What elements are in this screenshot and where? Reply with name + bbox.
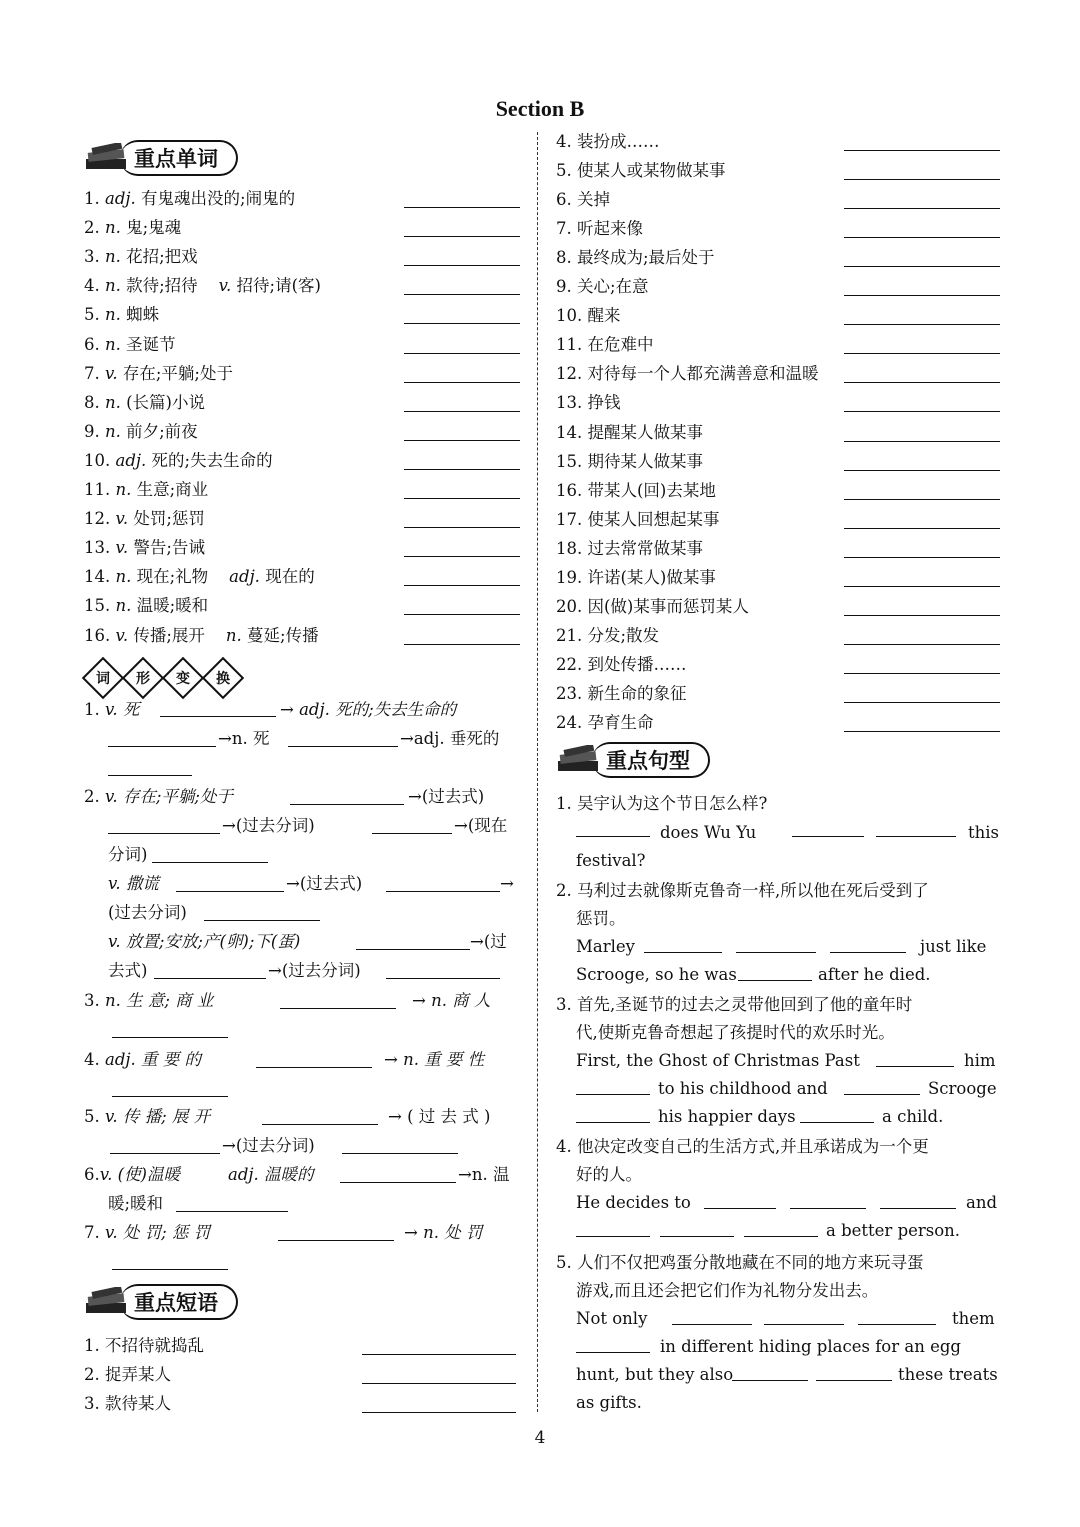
phrase-item: 19. 许诺(某人)做某事 — [556, 567, 716, 587]
answer-blank[interactable] — [844, 353, 1000, 354]
answer-blank[interactable] — [404, 265, 520, 266]
phrase-item: 2. 捉弄某人 — [84, 1365, 171, 1384]
page-number: 4 — [534, 1428, 546, 1448]
book-icon — [84, 143, 130, 173]
vocab-item: 16. v. 传播;展开 n. 蔓延;传播 — [84, 625, 319, 645]
phrase-item: 21. 分发;散发 — [556, 625, 660, 645]
answer-blank[interactable] — [830, 952, 906, 953]
phrase-item: 16. 带某人(回)去某地 — [556, 480, 716, 500]
answer-blank[interactable] — [340, 1182, 456, 1183]
vocab-item: 3. n. 花招;把戏 — [84, 247, 198, 267]
book-icon — [556, 745, 602, 775]
vocab-item: 8. n. (长篇)小说 — [84, 392, 205, 412]
answer-blank[interactable] — [154, 978, 266, 979]
answer-blank[interactable] — [386, 891, 500, 892]
answer-blank[interactable] — [176, 891, 284, 892]
answer-blank[interactable] — [844, 586, 1000, 587]
phrase-item: 24. 孕育生命 — [556, 713, 654, 732]
answer-blank[interactable] — [404, 236, 520, 237]
answer-blank[interactable] — [844, 499, 1000, 500]
vocab-item: 6. n. 圣诞节 — [84, 334, 176, 354]
phrase-item: 1. 不招待就捣乱 — [84, 1336, 204, 1355]
phrase-item: 8. 最终成为;最后处于 — [556, 248, 715, 268]
answer-blank[interactable] — [732, 1380, 808, 1381]
wordform-char: 形 — [136, 671, 150, 687]
answer-blank[interactable] — [404, 323, 520, 324]
phrase-item: 17. 使某人回想起某事 — [556, 509, 720, 529]
section-title-phrases: 重点短语 — [134, 1291, 218, 1315]
vocab-item: 15. n. 温暖;暖和 — [84, 596, 209, 616]
answer-blank[interactable] — [404, 294, 520, 295]
answer-blank[interactable] — [280, 1008, 396, 1009]
answer-blank[interactable] — [356, 949, 470, 950]
answer-blank[interactable] — [844, 1094, 920, 1095]
wordform-char: 变 — [176, 671, 190, 687]
phrase-item: 15. 期待某人做某事 — [556, 451, 703, 471]
answer-blank[interactable] — [844, 266, 1000, 267]
answer-blank[interactable] — [576, 1122, 650, 1123]
answer-blank[interactable] — [176, 1211, 288, 1212]
phrase-item: 11. 在危难中 — [556, 335, 654, 355]
answer-blank[interactable] — [844, 702, 1000, 703]
book-icon — [84, 1287, 130, 1317]
vocab-item: 7. v. 存在;平躺;处于 — [84, 363, 233, 383]
answer-blank[interactable] — [404, 469, 520, 470]
answer-blank[interactable] — [744, 1236, 818, 1237]
answer-blank[interactable] — [764, 1324, 844, 1325]
vocab-item: 12. v. 处罚;惩罚 — [84, 509, 205, 529]
vocab-item: 5. n. 蜘蛛 — [84, 305, 160, 325]
answer-blank[interactable] — [844, 673, 1000, 674]
phrase-item: 3. 款待某人 — [84, 1394, 171, 1413]
answer-blank[interactable] — [876, 1066, 954, 1067]
answer-blank[interactable] — [844, 470, 1000, 471]
answer-blank[interactable] — [342, 1153, 458, 1154]
page-title: Section B — [495, 96, 585, 121]
phrase-item: 7. 听起来像 — [556, 219, 643, 239]
answer-blank[interactable] — [404, 527, 520, 528]
answer-blank[interactable] — [262, 1124, 378, 1125]
answer-blank[interactable] — [844, 150, 1000, 151]
section-badge-sentences — [556, 742, 710, 778]
answer-blank[interactable] — [844, 411, 1000, 412]
answer-blank[interactable] — [160, 716, 276, 717]
answer-blank[interactable] — [844, 295, 1000, 296]
answer-blank[interactable] — [204, 920, 320, 921]
answer-blank[interactable] — [704, 1208, 776, 1209]
answer-blank[interactable] — [576, 1094, 650, 1095]
phrase-item: 9. 关心;在意 — [556, 277, 649, 297]
vocab-item: 14. n. 现在;礼物 adj. 现在的 — [84, 567, 315, 587]
answer-blank[interactable] — [404, 498, 520, 499]
vocab-item: 2. n. 鬼;鬼魂 — [84, 218, 182, 238]
answer-blank[interactable] — [112, 1037, 228, 1038]
section-badge-phrases — [84, 1284, 238, 1320]
phrase-item: 5. 使某人或某物做某事 — [556, 161, 726, 181]
answer-blank[interactable] — [576, 1352, 650, 1353]
section-badge-wordform — [84, 660, 242, 696]
answer-blank[interactable] — [844, 208, 1000, 209]
answer-blank[interactable] — [844, 528, 1000, 529]
answer-blank[interactable] — [404, 411, 520, 412]
answer-blank[interactable] — [108, 746, 216, 747]
answer-blank[interactable] — [404, 556, 520, 557]
column-divider — [537, 132, 538, 1412]
answer-blank[interactable] — [278, 1240, 394, 1241]
phrase-item: 12. 对待每一个人都充满善意和温暖 — [556, 364, 819, 384]
vocab-item: 4. n. 款待;招待 v. 招待;请(客) — [84, 276, 321, 296]
answer-blank[interactable] — [404, 440, 520, 441]
phrase-item: 18. 过去常常做某事 — [556, 538, 703, 558]
answer-blank[interactable] — [288, 746, 398, 747]
vocab-item: 11. n. 生意;商业 — [84, 480, 209, 499]
answer-blank[interactable] — [404, 353, 520, 354]
answer-blank[interactable] — [844, 644, 1000, 645]
answer-blank[interactable] — [362, 1354, 516, 1355]
answer-blank[interactable] — [672, 1324, 752, 1325]
phrase-item: 22. 到处传播…… — [556, 654, 687, 674]
phrase-item: 10. 醒来 — [556, 306, 621, 326]
answer-blank[interactable] — [110, 1153, 220, 1154]
answer-blank[interactable] — [108, 833, 220, 834]
answer-blank[interactable] — [256, 1067, 372, 1068]
answer-blank[interactable] — [876, 836, 956, 837]
phrase-item: 4. 装扮成…… — [556, 132, 660, 151]
answer-blank[interactable] — [844, 179, 1000, 180]
answer-blank[interactable] — [800, 1122, 874, 1123]
section-title-sentences: 重点句型 — [606, 749, 690, 773]
vocab-item: 13. v. 警告;告诫 — [84, 538, 205, 558]
vocab-item: 9. n. 前夕;前夜 — [84, 421, 198, 441]
answer-blank[interactable] — [404, 585, 520, 586]
answer-blank[interactable] — [108, 775, 192, 776]
vocab-item: 1. adj. 有鬼魂出没的;闹鬼的 — [84, 189, 296, 208]
phrase-item: 14. 提醒某人做某事 — [556, 422, 703, 442]
answer-blank[interactable] — [844, 615, 1000, 616]
answer-blank[interactable] — [290, 804, 404, 805]
phrase-item: 6. 关掉 — [556, 190, 610, 210]
answer-blank[interactable] — [404, 207, 520, 208]
section-badge-vocab — [84, 140, 238, 176]
answer-blank[interactable] — [844, 731, 1000, 732]
answer-blank[interactable] — [112, 1096, 228, 1097]
phrase-item: 20. 因(做)某事而惩罚某人 — [556, 596, 749, 616]
answer-blank[interactable] — [844, 382, 1000, 383]
answer-blank[interactable] — [844, 441, 1000, 442]
answer-blank[interactable] — [844, 237, 1000, 238]
answer-blank[interactable] — [792, 836, 864, 837]
answer-blank[interactable] — [644, 952, 722, 953]
answer-blank[interactable] — [844, 557, 1000, 558]
phrase-item: 23. 新生命的象征 — [556, 683, 687, 703]
answer-blank[interactable] — [112, 1269, 228, 1270]
answer-blank[interactable] — [576, 1236, 650, 1237]
answer-blank[interactable] — [576, 836, 650, 837]
answer-blank[interactable] — [404, 644, 520, 645]
answer-blank[interactable] — [372, 833, 452, 834]
answer-blank[interactable] — [738, 980, 812, 981]
answer-blank[interactable] — [858, 1324, 936, 1325]
wordform-char: 换 — [216, 671, 230, 687]
answer-blank[interactable] — [362, 1383, 516, 1384]
answer-blank[interactable] — [362, 1412, 516, 1413]
wordform-char: 词 — [96, 671, 110, 687]
answer-blank[interactable] — [152, 862, 268, 863]
answer-blank[interactable] — [880, 1208, 956, 1209]
phrase-item: 13. 挣钱 — [556, 393, 621, 413]
section-title-vocab: 重点单词 — [134, 147, 218, 171]
vocab-item: 10. adj. 死的;失去生命的 — [84, 450, 273, 470]
answer-blank[interactable] — [736, 952, 816, 953]
answer-blank[interactable] — [816, 1380, 892, 1381]
answer-blank[interactable] — [386, 978, 500, 979]
answer-blank[interactable] — [404, 382, 520, 383]
answer-blank[interactable] — [660, 1236, 734, 1237]
answer-blank[interactable] — [844, 324, 1000, 325]
answer-blank[interactable] — [790, 1208, 866, 1209]
answer-blank[interactable] — [404, 614, 520, 615]
